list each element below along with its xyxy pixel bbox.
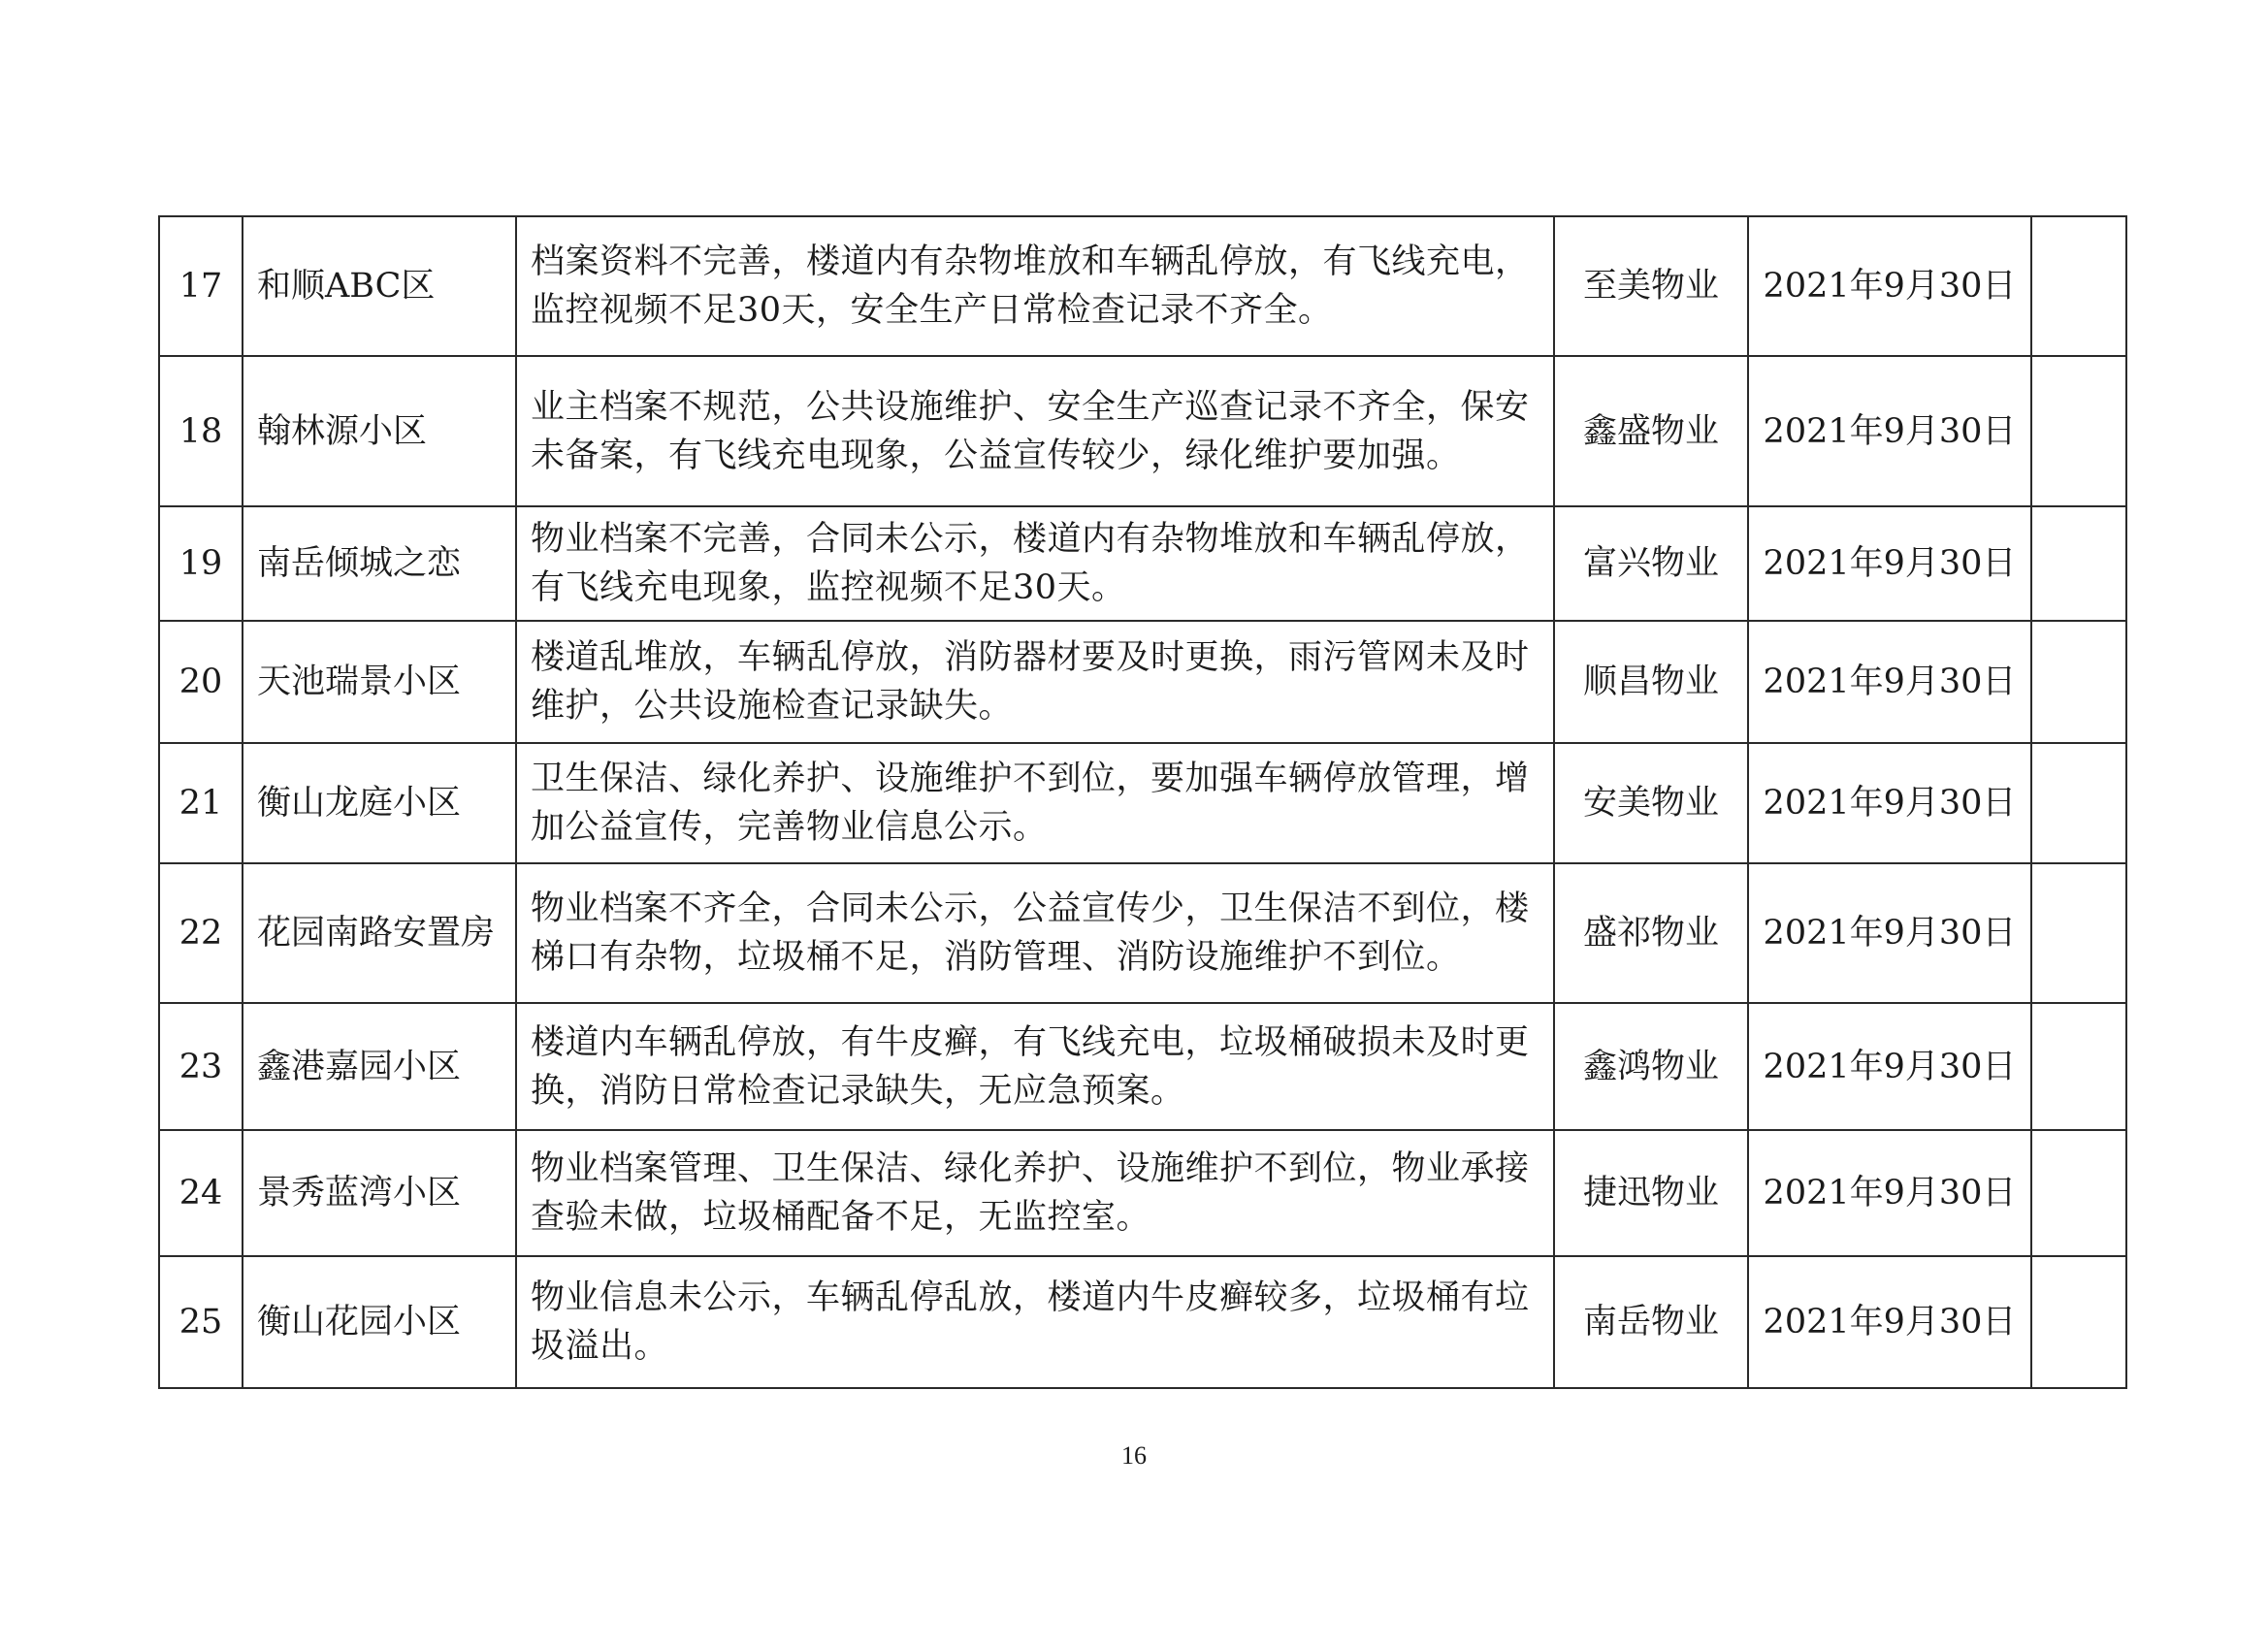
page-number: 16 <box>1121 1441 1147 1470</box>
deadline: 2021年9月30日 <box>1748 1256 2031 1388</box>
issue-description: 楼道乱堆放，车辆乱停放，消防器材要及时更换，雨污管网未及时维护，公共设施检查记录缺失。 <box>516 621 1554 743</box>
issue-description: 业主档案不规范，公共设施维护、安全生产巡查记录不齐全，保安未备案，有飞线充电现象，公益宣传较少，绿化维护要加强。 <box>516 356 1554 506</box>
issue-description: 物业档案不完善，合同未公示，楼道内有杂物堆放和车辆乱停放，有飞线充电现象，监控视频不足30天。 <box>516 506 1554 621</box>
community-name: 景秀蓝湾小区 <box>243 1130 516 1256</box>
deadline: 2021年9月30日 <box>1748 743 2031 863</box>
property-company: 鑫盛物业 <box>1554 356 1748 506</box>
remark-cell <box>2031 863 2126 1003</box>
row-number: 24 <box>159 1130 243 1256</box>
issue-description: 物业信息未公示，车辆乱停乱放，楼道内牛皮癣较多，垃圾桶有垃圾溢出。 <box>516 1256 1554 1388</box>
deadline: 2021年9月30日 <box>1748 1130 2031 1256</box>
deadline: 2021年9月30日 <box>1748 863 2031 1003</box>
table-row <box>159 863 2126 1003</box>
property-company: 安美物业 <box>1554 743 1748 863</box>
row-number: 22 <box>159 863 243 1003</box>
property-company: 顺昌物业 <box>1554 621 1748 743</box>
community-name: 天池瑞景小区 <box>243 621 516 743</box>
community-name: 鑫港嘉园小区 <box>243 1003 516 1130</box>
issue-description: 卫生保洁、绿化养护、设施维护不到位，要加强车辆停放管理，增加公益宣传，完善物业信息公示。 <box>516 743 1554 863</box>
row-number: 18 <box>159 356 243 506</box>
property-company: 盛祁物业 <box>1554 863 1748 1003</box>
issue-description: 物业档案管理、卫生保洁、绿化养护、设施维护不到位，物业承接查验未做，垃圾桶配备不足，无监控室。 <box>516 1130 1554 1256</box>
row-number: 23 <box>159 1003 243 1130</box>
deadline: 2021年9月30日 <box>1748 621 2031 743</box>
community-name: 衡山花园小区 <box>243 1256 516 1388</box>
remark-cell <box>2031 216 2126 356</box>
row-number: 19 <box>159 506 243 621</box>
deadline: 2021年9月30日 <box>1748 216 2031 356</box>
remark-cell <box>2031 506 2126 621</box>
property-company: 鑫鸿物业 <box>1554 1003 1748 1130</box>
property-company: 捷迅物业 <box>1554 1130 1748 1256</box>
community-name: 花园南路安置房 <box>243 863 516 1003</box>
issue-description: 物业档案不齐全，合同未公示，公益宣传少，卫生保洁不到位，楼梯口有杂物，垃圾桶不足，消防管理、消防设施维护不到位。 <box>516 863 1554 1003</box>
remark-cell <box>2031 743 2126 863</box>
table-row <box>159 1130 2126 1256</box>
table-row <box>159 1003 2126 1130</box>
remark-cell <box>2031 621 2126 743</box>
issue-description: 楼道内车辆乱停放，有牛皮癣，有飞线充电，垃圾桶破损未及时更换，消防日常检查记录缺失，无应急预案。 <box>516 1003 1554 1130</box>
remark-cell <box>2031 1256 2126 1388</box>
row-number: 21 <box>159 743 243 863</box>
remark-cell <box>2031 356 2126 506</box>
deadline: 2021年9月30日 <box>1748 1003 2031 1130</box>
community-name: 和顺ABC区 <box>243 216 516 356</box>
property-company: 至美物业 <box>1554 216 1748 356</box>
remark-cell <box>2031 1003 2126 1130</box>
remark-cell <box>2031 1130 2126 1256</box>
table-row <box>159 506 2126 621</box>
property-company: 南岳物业 <box>1554 1256 1748 1388</box>
community-name: 衡山龙庭小区 <box>243 743 516 863</box>
deadline: 2021年9月30日 <box>1748 506 2031 621</box>
table-row <box>159 621 2126 743</box>
row-number: 25 <box>159 1256 243 1388</box>
property-company: 富兴物业 <box>1554 506 1748 621</box>
table-row <box>159 1256 2126 1388</box>
table-row <box>159 356 2126 506</box>
deadline: 2021年9月30日 <box>1748 356 2031 506</box>
row-number: 17 <box>159 216 243 356</box>
community-name: 翰林源小区 <box>243 356 516 506</box>
table-row <box>159 216 2126 356</box>
community-name: 南岳倾城之恋 <box>243 506 516 621</box>
table-row <box>159 743 2126 863</box>
rectification-table <box>158 215 2127 1389</box>
row-number: 20 <box>159 621 243 743</box>
issue-description: 档案资料不完善，楼道内有杂物堆放和车辆乱停放，有飞线充电，监控视频不足30天，安全生产日常检查记录不齐全。 <box>516 216 1554 356</box>
